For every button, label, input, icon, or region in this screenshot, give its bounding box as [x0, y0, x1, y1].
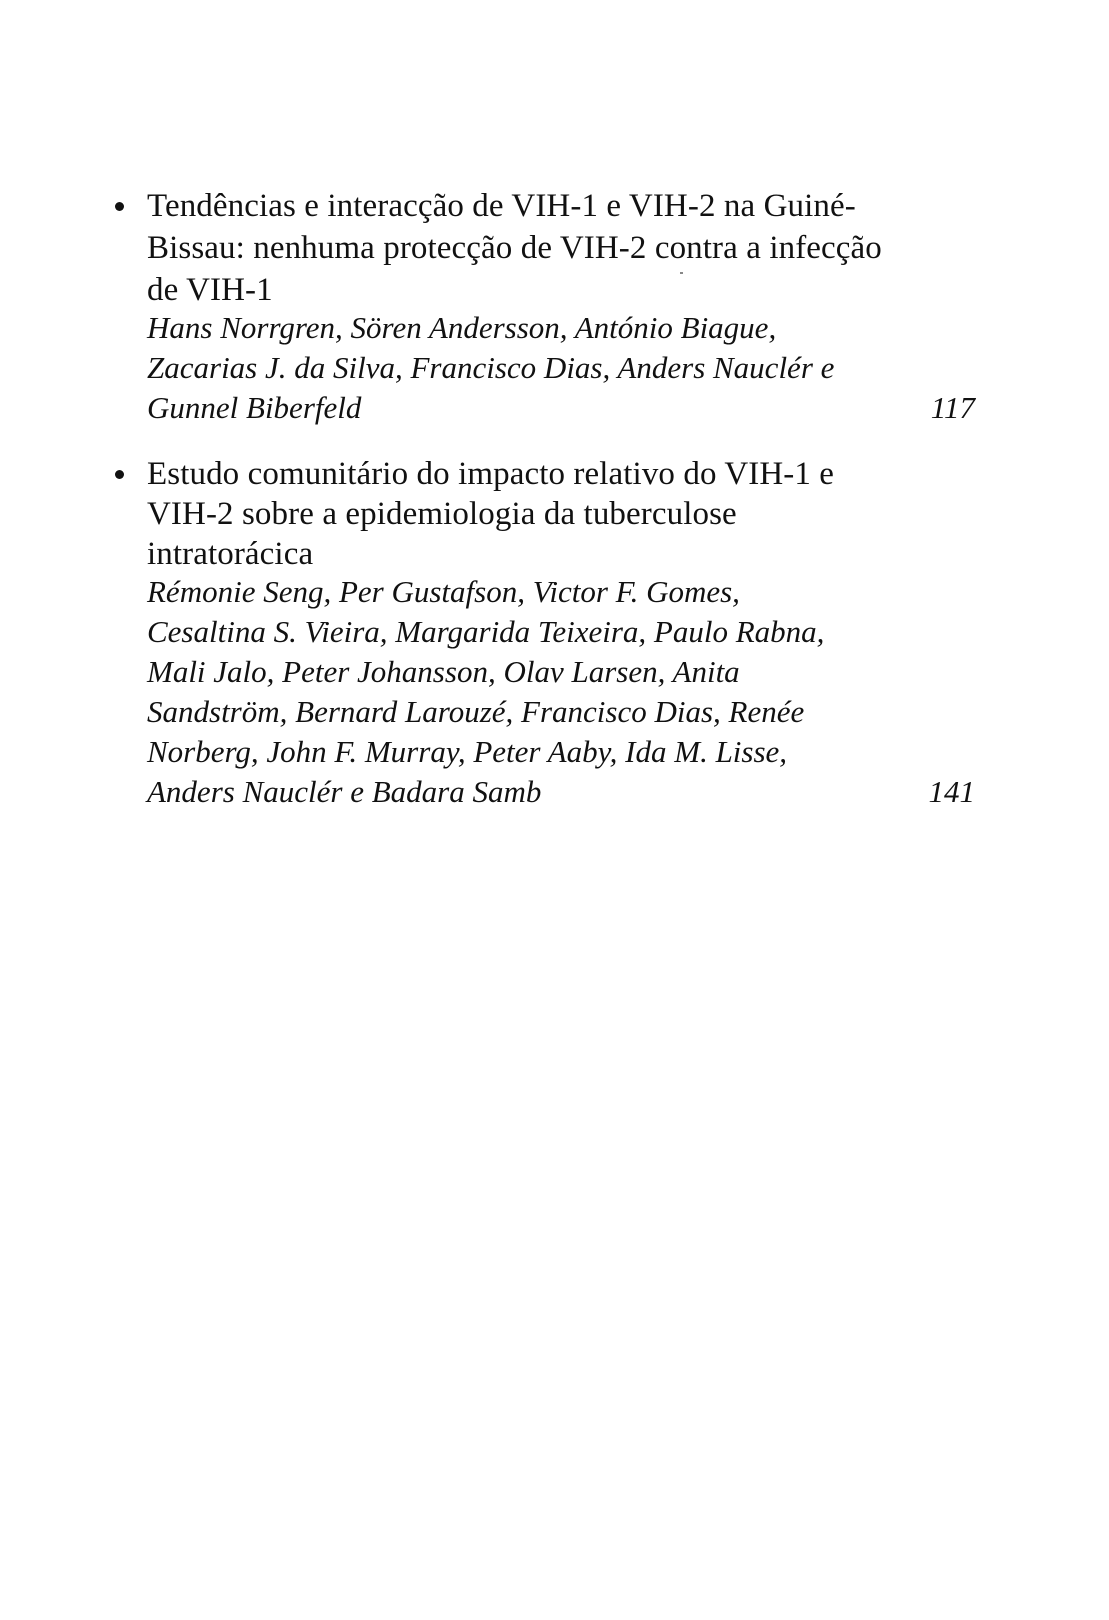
page-number: 141 [928, 774, 975, 809]
entry-authors-line: Hans Norrgren, Sören Andersson, António Biague, [147, 310, 777, 345]
entry-authors-line: Zacarias J. da Silva, Francisco Dias, Anders Nauclér e [147, 350, 835, 385]
entry-authors-line: Cesaltina S. Vieira, Margarida Teixeira, Paulo Rabna, [147, 614, 825, 649]
entry-title-line: Tendências e interacção de VIH-1 e VIH-2 na Guiné- [147, 188, 856, 224]
entry-authors-line: Sandström, Bernard Larouzé, Francisco Dias, Renée [147, 694, 805, 729]
bullet-icon [115, 202, 124, 211]
entry-title-line: intratorácica [147, 536, 314, 572]
scan-speck [680, 272, 683, 274]
entry-title-line: de VIH-1 [147, 272, 273, 308]
entry-authors-line: Rémonie Seng, Per Gustafson, Victor F. Gomes, [147, 574, 740, 609]
entry-authors-line: Anders Nauclér e Badara Samb [147, 774, 542, 809]
entry-title-line: Estudo comunitário do impacto relativo do VIH-1 e [147, 456, 835, 492]
entry-authors-line: Mali Jalo, Peter Johansson, Olav Larsen, Anita [147, 654, 740, 689]
entry-authors-line: Gunnel Biberfeld [147, 390, 362, 425]
entry-authors-line: Norberg, John F. Murray, Peter Aaby, Ida M. Lisse, [147, 734, 788, 769]
toc-entry [115, 456, 975, 816]
page-number: 117 [930, 390, 975, 425]
bullet-icon [115, 470, 124, 479]
entry-title-line: VIH-2 sobre a epidemiologia da tuberculose [147, 496, 737, 532]
entry-title-line: Bissau: nenhuma protecção de VIH-2 contra a infecção [147, 230, 882, 266]
toc-entry [115, 188, 975, 428]
